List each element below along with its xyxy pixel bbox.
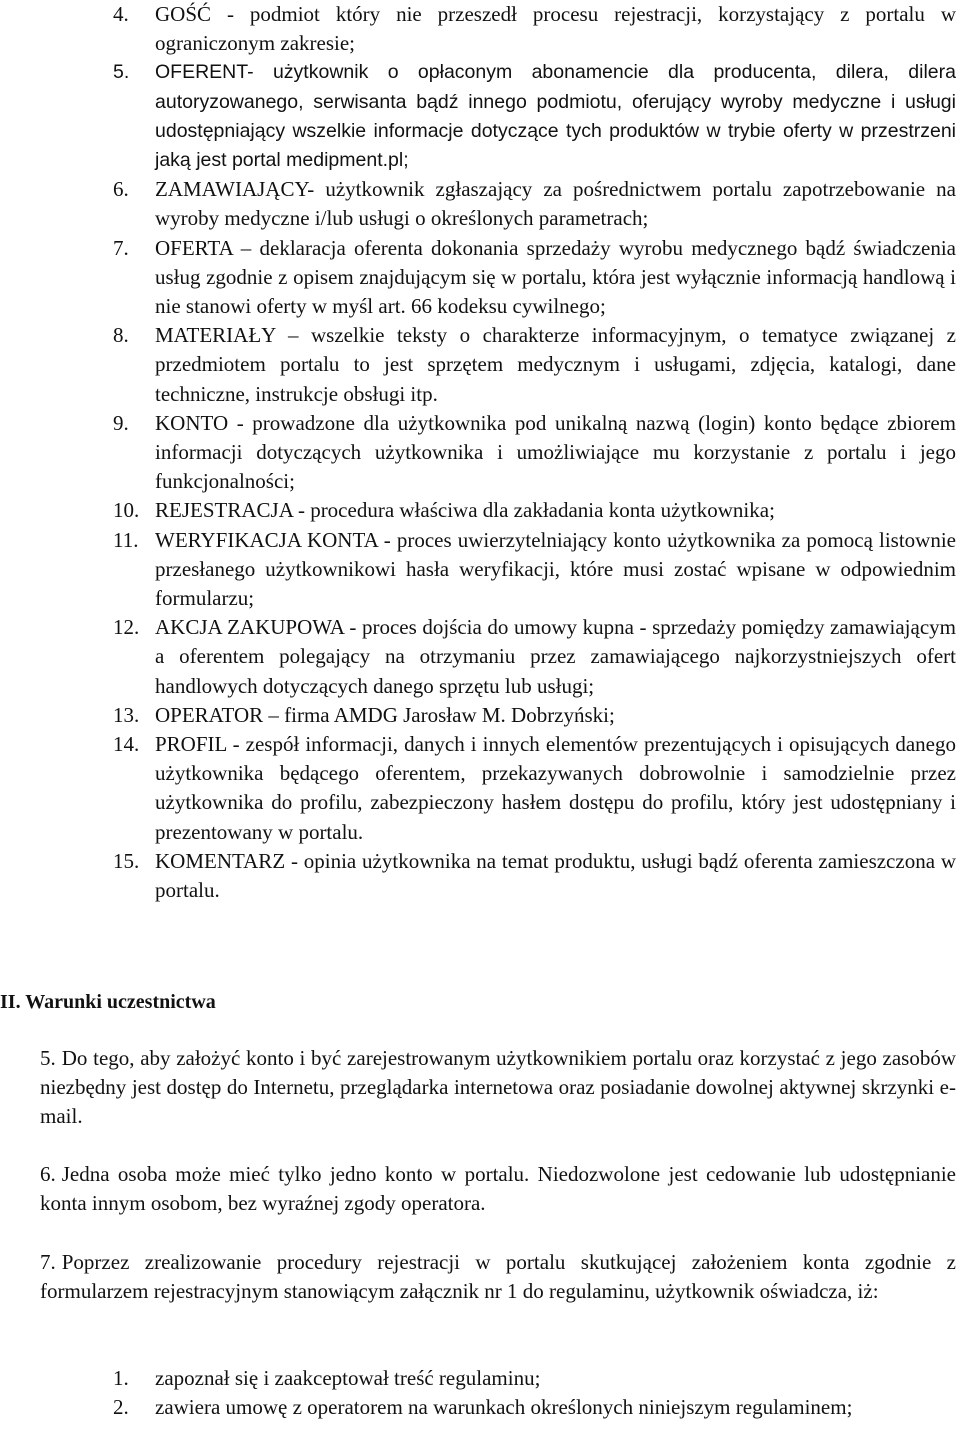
item-text: WERYFIKACJA KONTA - proces uwierzytelniający konto użytkownika za pomocą listownie przesłanego użytkownikowi hasła weryfikacji, które musi zostać wpisane w odpowiednim formularzu; — [155, 527, 956, 611]
item-number: 10. — [113, 498, 140, 523]
item-text: KONTO - prowadzone dla użytkownika pod unikalną nazwą (login) konto będące zbiorem informacji dotyczących użytkownika i umożliwiające mu korzystanie z portalu i jego funkcjonalności; — [155, 410, 956, 494]
paragraph-number: 7. — [40, 1250, 56, 1274]
definition-item — [113, 496, 956, 525]
definition-item — [113, 701, 956, 730]
item-number: 2. — [113, 1395, 129, 1420]
item-number: 11. — [113, 527, 139, 552]
declaration-item — [113, 1364, 956, 1393]
item-number: 1. — [113, 1366, 129, 1390]
declarations-list — [113, 1364, 956, 1422]
paragraph-number: 5. — [40, 1046, 56, 1070]
item-text: zawiera umowę z operatorem na warunkach określonych niniejszym regulaminem; — [155, 1395, 853, 1420]
item-number: 8. — [113, 323, 129, 348]
paragraph-text: Jedna osoba może mieć tylko jedno konto w portalu. Niedozwolone jest cedowanie lub udostępnianie konta innym osobom, bez wyraźnej zgody operatora. — [40, 1162, 956, 1216]
paragraph-text: Do tego, aby założyć konto i być zarejestrowanym użytkownikiem portalu oraz korzystać z jego zasobów niezbędny jest dostęp do Internetu, przeglądarka internetowa oraz posiadanie dowolnej aktywnej skrzynki e-mail. — [40, 1046, 956, 1129]
item-text: MATERIAŁY – wszelkie teksty o charakterze informacyjnym, o tematyce związanej z przedmiotem portalu to jest sprzętem medycznym i usługami, zdjęcia, katalogi, dane techniczne, instrukcje obsługi itp. — [155, 323, 956, 406]
item-number: 12. — [113, 615, 140, 640]
definition-item — [113, 526, 956, 614]
item-text: ZAMAWIAJĄCY- użytkownik zgłaszający za pośrednictwem portalu zapotrzebowanie na wyroby medyczne i/lub usługi o określonych parametrach; — [155, 177, 956, 231]
item-text: PROFIL - zespół informacji, danych i innych elementów prezentujących i opisujących danego użytkownika będącego oferentem, przekazywanych dobrowolnie i samodzielnie przez użytkownika do profilu, zabezpieczony hasłem dostępu do profilu, który jest udostępniany i prezentowany w portalu. — [155, 732, 956, 844]
definition-item — [113, 321, 956, 409]
paragraph-text: Poprzez zrealizowanie procedury rejestracji w portalu skutkującej założeniem konta zgodnie z formularzem rejestracyjnym stanowiącym załącznik nr 1 do regulaminu, użytkownik oświadcza, iż: — [40, 1250, 956, 1304]
item-text: REJESTRACJA - procedura właściwa dla zakładania konta użytkownika; — [155, 498, 775, 523]
item-number: 14. — [113, 732, 140, 757]
item-text: OPERATOR – firma AMDG Jarosław M. Dobrzyński; — [155, 702, 615, 727]
item-number: 7. — [113, 235, 129, 260]
item-text: zapoznał się i zaakceptował treść regulaminu; — [155, 1366, 541, 1390]
declaration-item — [113, 1393, 956, 1422]
item-number: 6. — [113, 177, 129, 202]
definition-item — [113, 613, 956, 701]
paragraph — [40, 1248, 956, 1306]
paragraph — [40, 1044, 956, 1132]
definitions-list — [113, 0, 956, 905]
paragraph — [40, 1160, 956, 1218]
item-number: 13. — [113, 702, 140, 727]
definition-item — [113, 0, 956, 58]
definition-item — [113, 234, 956, 322]
definition-item — [113, 730, 956, 847]
item-number: 15. — [113, 848, 140, 873]
definition-item — [113, 847, 956, 905]
item-text: OFERENT- użytkownik o opłaconym abonamencie dla producenta, dilera, dilera autoryzowanego, serwisanta bądź innego podmiotu, oferujący wyroby medyczne i usługi udostępniający wszelkie informacje dotyczące tych produktów w trybie oferty w przestrzeni jaką jest portal medipment.pl; — [155, 61, 956, 172]
definition-item — [113, 409, 956, 497]
item-text: GOŚĆ - podmiot który nie przeszedł procesu rejestracji, korzystający z portalu w ograniczonym zakresie; — [155, 2, 956, 56]
definition-item — [113, 175, 956, 233]
item-text: AKCJA ZAKUPOWA - proces dojścia do umowy kupna - sprzedaży pomiędzy zamawiającym a oferentem polegający na otrzymaniu przez zamawiającego najkorzystniejszych ofert handlowych dotyczących danego sprzętu lub usługi; — [155, 615, 956, 698]
section-heading: II. Warunki uczestnictwa — [0, 991, 216, 1013]
item-number: 5. — [113, 61, 130, 84]
item-number: 4. — [113, 2, 129, 26]
item-number: 9. — [113, 410, 129, 435]
paragraph-number: 6. — [40, 1162, 56, 1186]
item-text: OFERTA – deklaracja oferenta dokonania sprzedaży wyrobu medycznego bądź świadczenia usług zgodnie z opisem znajdującym się w portalu, która jest wyłącznie informacją handlową i nie stanowi oferty w myśl art. 66 kodeksu cywilnego; — [155, 235, 956, 319]
item-text: KOMENTARZ - opinia użytkownika na temat produktu, usługi bądź oferenta zamieszczona w portalu. — [155, 848, 956, 903]
definition-item — [113, 58, 956, 175]
